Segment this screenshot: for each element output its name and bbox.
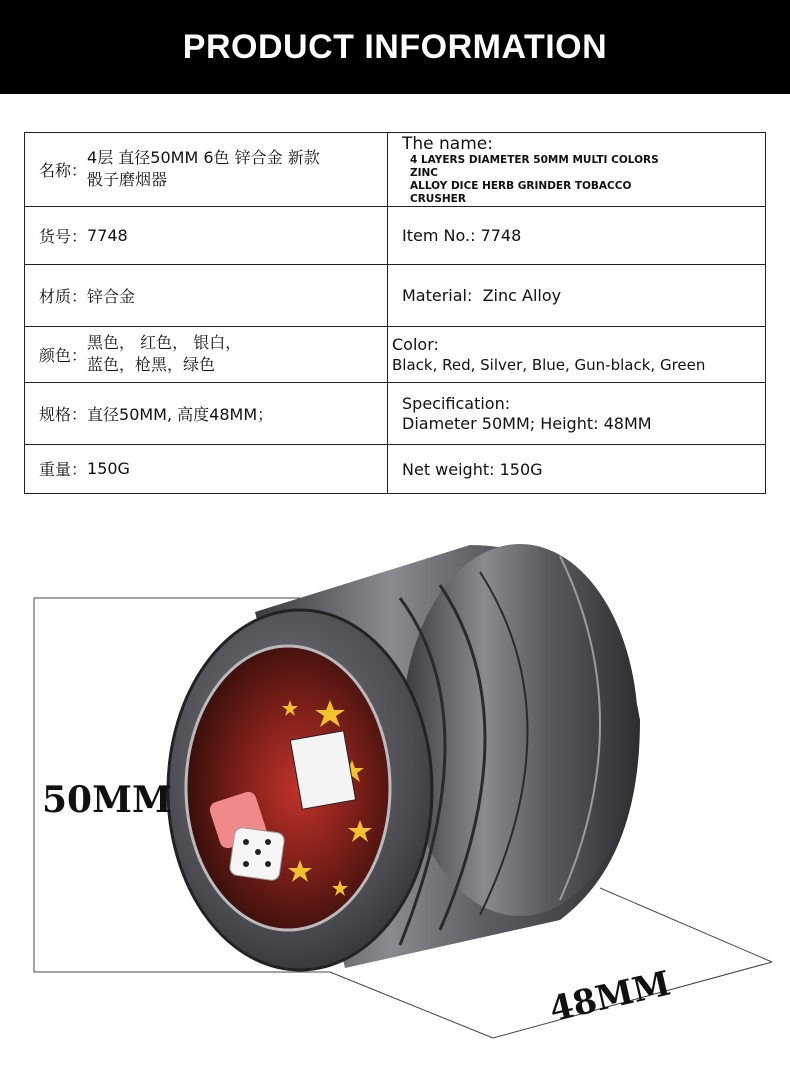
en-cell-color bbox=[388, 326, 766, 382]
cn-label: 名称： bbox=[39, 160, 88, 180]
cn-value: 150G bbox=[87, 459, 130, 478]
cn-value: 直径50MM, 高度48MM； bbox=[87, 404, 274, 424]
diameter-label: 50MM bbox=[42, 779, 172, 821]
en-value-line1: 4 LAYERS DIAMETER 50MM MULTI COLORS ZINC bbox=[410, 153, 659, 179]
en-cell-weight bbox=[388, 444, 766, 493]
table-row bbox=[25, 326, 766, 382]
cn-value: 7748 bbox=[87, 225, 128, 245]
en-label: Color: bbox=[392, 335, 439, 355]
cn-label: 重量： bbox=[39, 460, 88, 479]
cn-cell-weight bbox=[25, 444, 388, 493]
en-label: The name: bbox=[402, 133, 493, 154]
en-value: 7748 bbox=[480, 226, 522, 245]
en-value: Zinc Alloy bbox=[482, 286, 562, 305]
cn-value-line2: 骰子磨烟器 bbox=[87, 170, 168, 190]
en-label: Item No.: bbox=[402, 226, 476, 245]
en-label: Specification: bbox=[402, 394, 511, 413]
en-label: Material: bbox=[402, 286, 473, 305]
table-row bbox=[25, 206, 766, 264]
en-value: Black, Red, Silver, Blue, Gun-black, Green bbox=[392, 355, 706, 374]
table-row bbox=[25, 133, 766, 207]
cn-cell-color bbox=[25, 326, 388, 382]
height-label: 48MM bbox=[545, 963, 675, 1031]
cn-label: 货号： bbox=[39, 226, 88, 246]
en-cell-spec bbox=[388, 382, 766, 444]
product-photo bbox=[0, 490, 790, 1070]
spec-table bbox=[24, 132, 766, 494]
en-label: Net weight: bbox=[402, 459, 495, 479]
cn-label: 规格： bbox=[39, 404, 88, 424]
en-cell-name bbox=[388, 133, 766, 207]
cn-value bbox=[87, 332, 241, 376]
cn-cell-spec bbox=[25, 382, 388, 444]
cn-value: 锌合金 bbox=[87, 286, 136, 306]
cn-value bbox=[87, 147, 320, 191]
cn-value-line2: 蓝色，枪黑，绿色 bbox=[87, 355, 216, 374]
cn-value-line1: 黑色， 红色， 银白， bbox=[87, 333, 242, 352]
table-row bbox=[25, 264, 766, 326]
cn-cell-item bbox=[25, 206, 388, 264]
en-value-line2: ALLOY DICE HERB GRINDER TOBACCO CRUSHER bbox=[410, 179, 632, 205]
cn-label: 颜色： bbox=[39, 345, 88, 365]
header-banner bbox=[0, 0, 790, 94]
en-value bbox=[410, 154, 690, 206]
en-cell-material bbox=[388, 264, 766, 326]
banner-title: PRODUCT INFORMATION bbox=[182, 27, 608, 66]
en-value: Diameter 50MM; Height: 48MM bbox=[402, 414, 652, 433]
cn-label: 材质： bbox=[39, 286, 88, 306]
en-cell-item bbox=[388, 206, 766, 264]
table-row bbox=[25, 444, 766, 493]
en-value: 150G bbox=[499, 459, 543, 479]
cn-cell-name bbox=[25, 133, 388, 207]
cn-cell-material bbox=[25, 264, 388, 326]
table-row bbox=[25, 382, 766, 444]
cn-value-line1: 4层 直径50MM 6色 锌合金 新款 bbox=[87, 148, 320, 168]
